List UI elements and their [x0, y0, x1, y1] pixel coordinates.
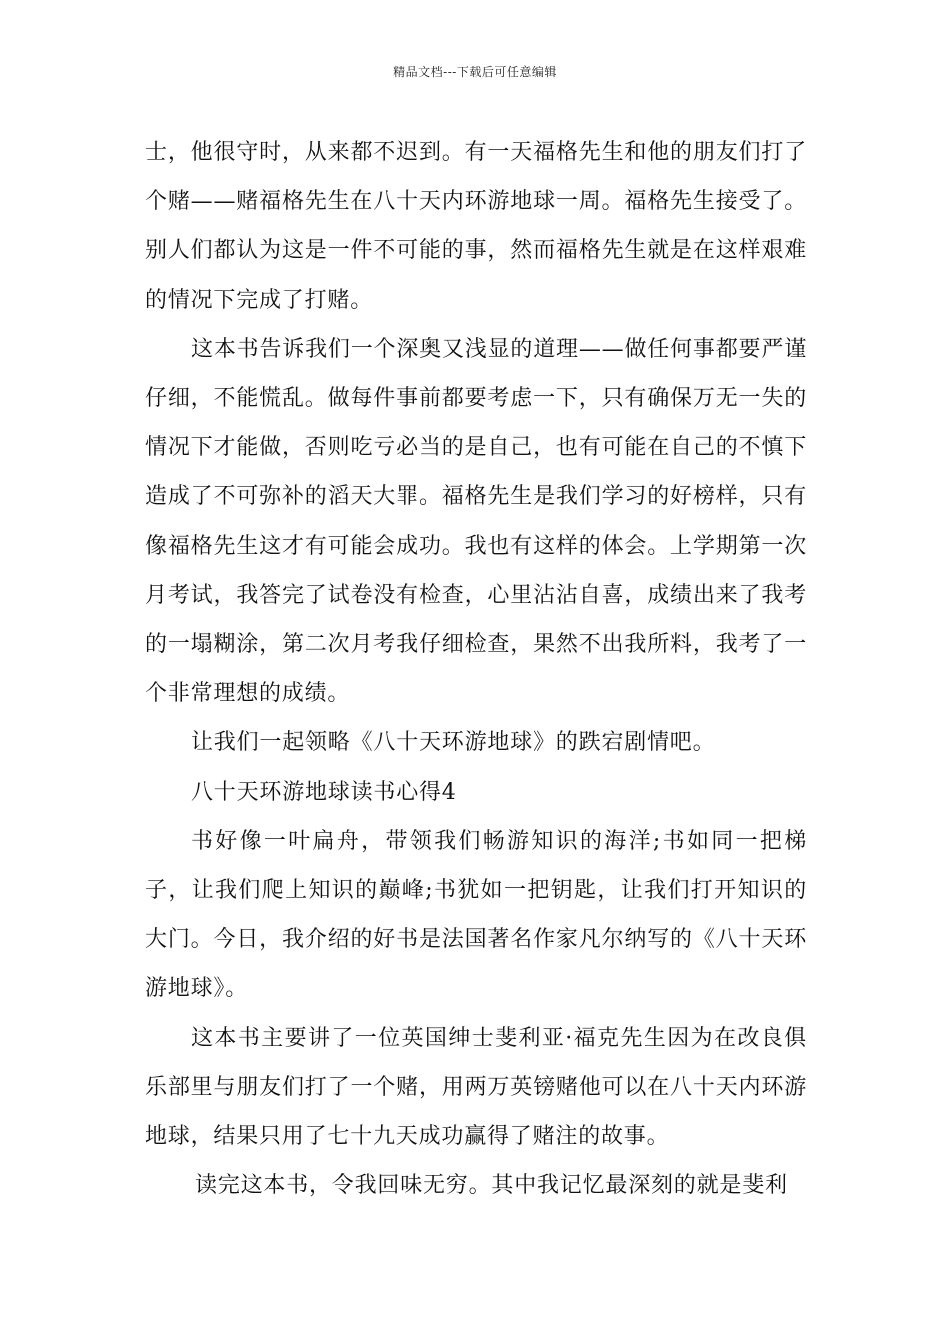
paragraph-4: 书好像一叶扁舟，带领我们畅游知识的海洋;书如同一把梯子，让我们爬上知识的巅峰;书犹如一把钥匙，让我们打开知识的大门。今日，我介绍的好书是法国著名作家凡尔纳写的《八十天环游地球》。 [145, 828, 807, 1002]
paragraph-2: 这本书告诉我们一个深奥又浅显的道理——做任何事都要严谨仔细，不能慌乱。做每件事前都要考虑一下，只有确保万无一失的情况下才能做，否则吃亏必当的是自己，也有可能在自己的不慎下造成了不可弥补的滔天大罪。福格先生是我们学习的好榜样，只有像福格先生这才有可能会成功。我也有这样的体会。上学期第一次月考试，我答完了试卷没有检查，心里沾沾自喜，成绩出来了我考的一塌糊涂，第二次月考我仔细检查，果然不出我所料，我考了一个非常理想的成绩。 [145, 336, 807, 707]
document-body [145, 128, 807, 1210]
paragraph-3: 让我们一起领略《八十天环游地球》的跌宕剧情吧。 [191, 730, 716, 756]
paragraph-1: 士，他很守时，从来都不迟到。有一天福格先生和他的朋友们打了个赌——赌福格先生在八十天内环游地球一周。福格先生接受了。别人们都认为这是一件不可能的事，然而福格先生就是在这样艰难的情况下完成了打赌。 [145, 140, 807, 313]
page-header: 精品文档---下载后可任意编辑 [393, 65, 557, 79]
paragraph-6: 读完这本书，令我回味无穷。其中我记忆最深刻的就是斐利 [195, 1173, 788, 1199]
section-heading: 八十天环游地球读书心得4 [191, 779, 457, 805]
paragraph-5: 这本书主要讲了一位英国绅士斐利亚·福克先生因为在改良俱乐部里与朋友们打了一个赌，用两万英镑赌他可以在八十天内环游地球，结果只用了七十九天成功赢得了赌注的故事。 [145, 1025, 807, 1150]
